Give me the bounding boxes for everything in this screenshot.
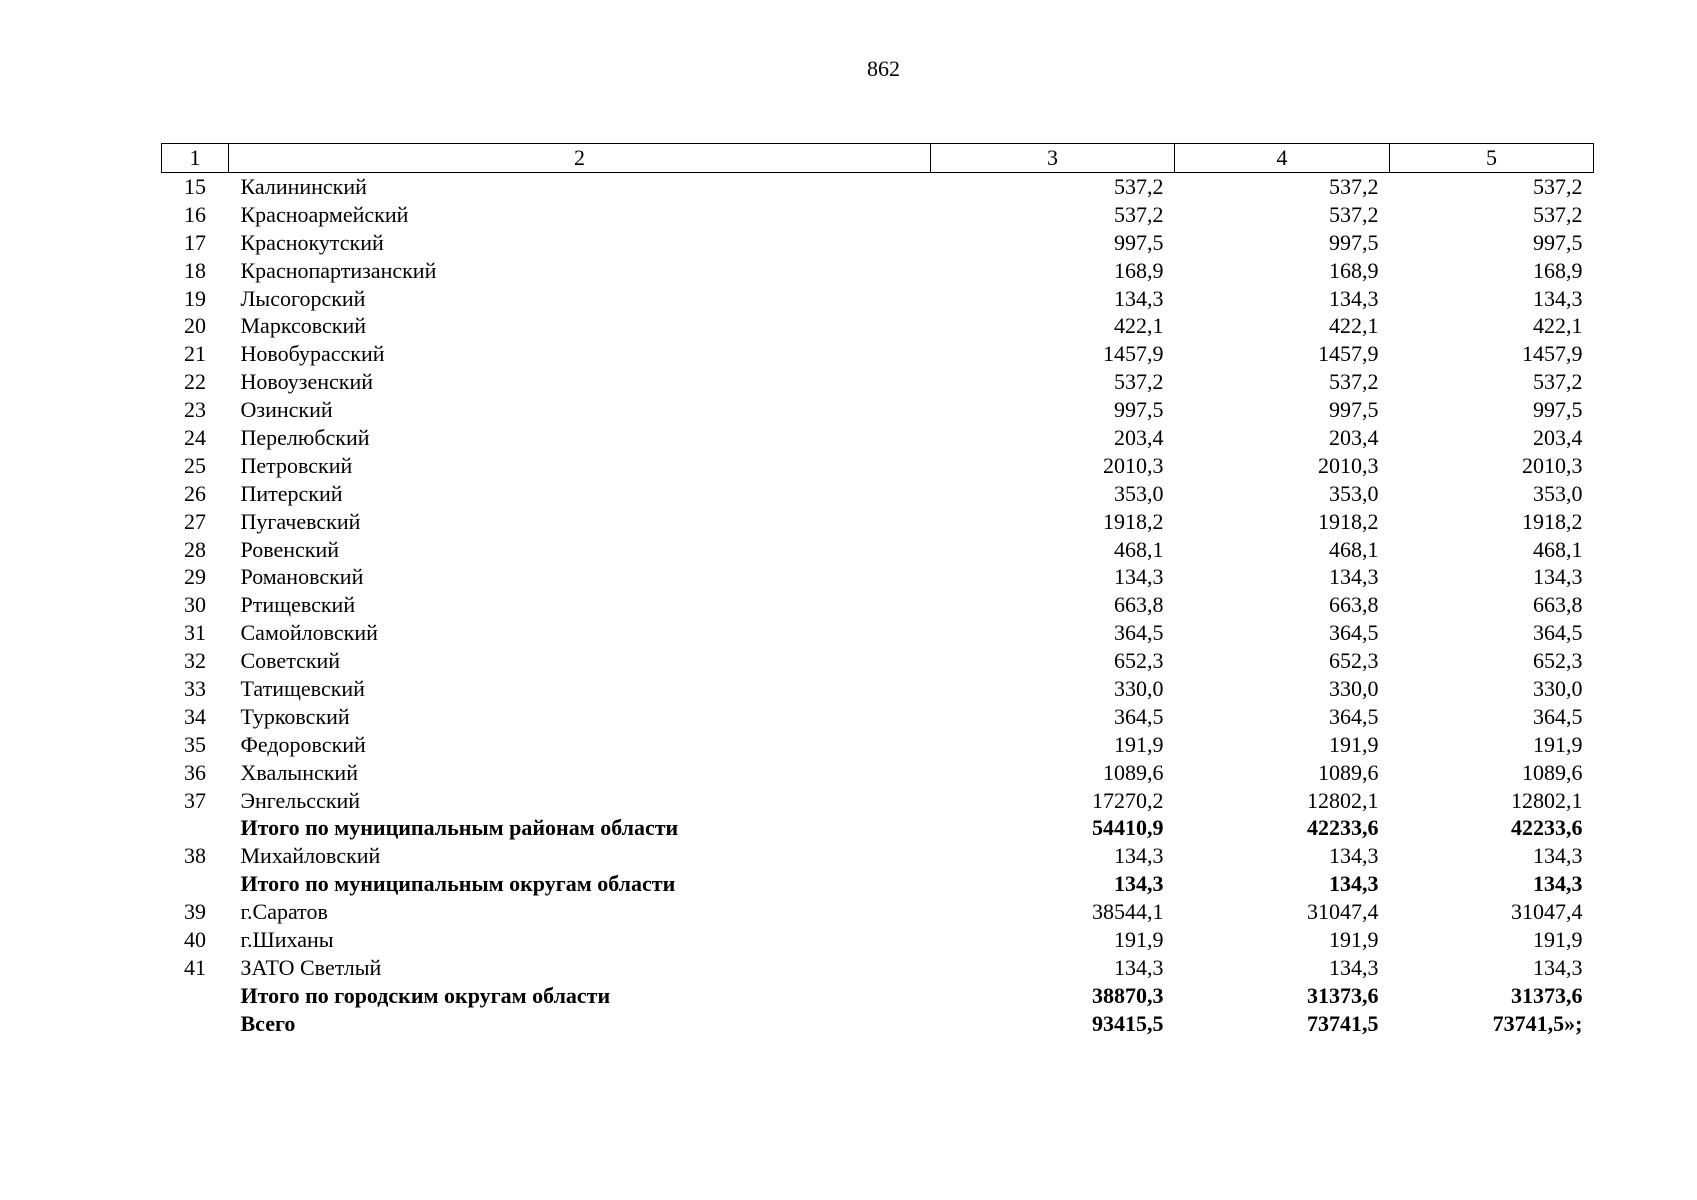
table-row (162, 787, 1594, 815)
row-name: Перелюбский (240, 424, 370, 450)
row-value-col-4: 31373,6 (1307, 982, 1379, 1008)
row-name: Калининский (240, 173, 367, 199)
row-value-col-3: 652,3 (1114, 648, 1164, 674)
header-col-5: 5 (1390, 144, 1594, 173)
row-value-col-3: 1457,9 (1103, 341, 1164, 367)
row-value-col-4: 168,9 (1329, 257, 1379, 283)
row-number: 37 (184, 787, 206, 813)
row-number: 34 (184, 703, 206, 729)
row-number: 40 (184, 926, 206, 952)
row-value-col-5: 422,1 (1533, 313, 1583, 339)
header-row (162, 144, 1594, 173)
row-number: 36 (184, 759, 206, 785)
row-value-col-3: 1089,6 (1103, 759, 1164, 785)
row-value-col-3: 168,9 (1114, 257, 1164, 283)
row-value-col-5: 997,5 (1533, 397, 1583, 423)
row-value-col-3: 537,2 (1114, 369, 1164, 395)
row-value-col-4: 134,3 (1329, 564, 1379, 590)
row-value-col-3: 353,0 (1114, 480, 1164, 506)
row-number: 28 (184, 536, 206, 562)
row-value-col-4: 468,1 (1329, 536, 1379, 562)
row-number: 19 (184, 285, 206, 311)
row-value-col-5: 73741,5»; (1492, 1010, 1583, 1036)
row-value-col-4: 191,9 (1329, 731, 1379, 757)
row-value-col-4: 73741,5 (1307, 1010, 1379, 1036)
row-value-col-5: 134,3 (1533, 564, 1583, 590)
row-name: Всего (240, 1010, 296, 1036)
table-row (162, 285, 1594, 313)
row-name: Татищевский (240, 675, 365, 701)
row-value-col-3: 38544,1 (1092, 899, 1164, 925)
table-row (162, 424, 1594, 452)
row-value-col-5: 2010,3 (1522, 452, 1583, 478)
row-number: 16 (184, 201, 206, 227)
table-row (162, 508, 1594, 536)
table-row (162, 257, 1594, 285)
row-value-col-3: 468,1 (1114, 536, 1164, 562)
row-name: Краснокутский (240, 229, 384, 255)
table-row (162, 563, 1594, 591)
row-value-col-4: 353,0 (1329, 480, 1379, 506)
row-name: Петровский (240, 452, 353, 478)
row-value-col-4: 134,3 (1329, 871, 1379, 897)
row-value-col-4: 537,2 (1329, 369, 1379, 395)
row-number: 18 (184, 257, 206, 283)
table-total-row (162, 870, 1594, 898)
page-number: 862 (867, 56, 900, 81)
row-value-col-3: 203,4 (1114, 424, 1164, 450)
row-number: 29 (184, 564, 206, 590)
table-row (162, 898, 1594, 926)
row-name: Энгельсский (240, 787, 361, 813)
row-value-col-4: 997,5 (1329, 397, 1379, 423)
row-value-col-5: 31373,6 (1511, 982, 1583, 1008)
row-number: 17 (184, 229, 206, 255)
row-value-col-4: 537,2 (1329, 201, 1379, 227)
row-value-col-5: 353,0 (1533, 480, 1583, 506)
row-number: 20 (184, 313, 206, 339)
table-total-row (162, 814, 1594, 842)
table-row (162, 703, 1594, 731)
table-row (162, 731, 1594, 759)
row-number: 31 (184, 620, 206, 646)
row-name: Новобурасский (240, 341, 385, 367)
row-number (162, 814, 229, 842)
row-value-col-3: 134,3 (1114, 285, 1164, 311)
row-value-col-3: 537,2 (1114, 173, 1164, 199)
row-number: 32 (184, 648, 206, 674)
row-value-col-3: 191,9 (1114, 926, 1164, 952)
row-value-col-4: 191,9 (1329, 926, 1379, 952)
row-number: 25 (184, 452, 206, 478)
row-value-col-3: 364,5 (1114, 703, 1164, 729)
row-value-col-3: 997,5 (1114, 229, 1164, 255)
table-row (162, 201, 1594, 229)
row-value-col-4: 1918,2 (1318, 508, 1379, 534)
table-row (162, 480, 1594, 508)
header-col-4: 4 (1175, 144, 1390, 173)
table-row (162, 368, 1594, 396)
row-number (162, 870, 229, 898)
row-name: Красноармейский (240, 201, 409, 227)
row-name: Михайловский (240, 843, 381, 869)
header-col-1: 1 (162, 144, 229, 173)
row-value-col-5: 134,3 (1533, 954, 1583, 980)
row-name: г.Саратов (240, 899, 328, 925)
row-value-col-5: 31047,4 (1511, 899, 1583, 925)
row-value-col-4: 663,8 (1329, 592, 1379, 618)
row-number: 15 (184, 173, 206, 199)
table-row (162, 396, 1594, 424)
row-value-col-5: 42233,6 (1511, 815, 1583, 841)
row-value-col-5: 134,3 (1533, 871, 1583, 897)
row-value-col-3: 330,0 (1114, 675, 1164, 701)
row-value-col-4: 1089,6 (1318, 759, 1379, 785)
row-name: Новоузенский (240, 369, 374, 395)
row-value-col-5: 12802,1 (1511, 787, 1583, 813)
table-row (162, 452, 1594, 480)
row-value-col-5: 997,5 (1533, 229, 1583, 255)
row-value-col-3: 54410,9 (1092, 815, 1164, 841)
row-value-col-4: 364,5 (1329, 703, 1379, 729)
row-value-col-4: 134,3 (1329, 285, 1379, 311)
table-body (162, 173, 1594, 1038)
row-name: Хвалынский (240, 759, 358, 785)
table-total-row (162, 982, 1594, 1010)
table-row (162, 675, 1594, 703)
row-value-col-4: 2010,3 (1318, 452, 1379, 478)
row-value-col-5: 134,3 (1533, 843, 1583, 869)
row-value-col-5: 1918,2 (1522, 508, 1583, 534)
row-value-col-5: 537,2 (1533, 173, 1583, 199)
row-value-col-5: 364,5 (1533, 620, 1583, 646)
row-value-col-5: 168,9 (1533, 257, 1583, 283)
row-value-col-5: 537,2 (1533, 369, 1583, 395)
header-col-3: 3 (931, 144, 1175, 173)
row-name: Ровенский (240, 536, 339, 562)
row-value-col-3: 2010,3 (1103, 452, 1164, 478)
row-value-col-4: 134,3 (1329, 843, 1379, 869)
row-name: Марксовский (240, 313, 366, 339)
header-col-2: 2 (229, 144, 931, 173)
table-row (162, 536, 1594, 564)
row-value-col-5: 652,3 (1533, 648, 1583, 674)
row-name: г.Шиханы (240, 926, 334, 952)
row-value-col-3: 134,3 (1114, 564, 1164, 590)
row-name: Советский (240, 648, 341, 674)
row-value-col-5: 364,5 (1533, 703, 1583, 729)
row-number: 21 (184, 341, 206, 367)
row-name: Питерский (240, 480, 343, 506)
row-value-col-3: 134,3 (1114, 954, 1164, 980)
row-number: 27 (184, 508, 206, 534)
row-value-col-4: 997,5 (1329, 229, 1379, 255)
row-value-col-5: 330,0 (1533, 675, 1583, 701)
row-value-col-4: 42233,6 (1307, 815, 1379, 841)
row-value-col-3: 997,5 (1114, 397, 1164, 423)
row-value-col-5: 537,2 (1533, 201, 1583, 227)
row-name: Ртищевский (240, 592, 356, 618)
row-name: ЗАТО Светлый (240, 954, 382, 980)
row-value-col-5: 663,8 (1533, 592, 1583, 618)
row-value-col-5: 1089,6 (1522, 759, 1583, 785)
row-name: Самойловский (240, 620, 378, 646)
row-number (162, 1010, 229, 1038)
row-value-col-4: 422,1 (1329, 313, 1379, 339)
table-row (162, 340, 1594, 368)
row-name: Итого по муниципальным районам области (240, 815, 679, 841)
row-value-col-3: 134,3 (1114, 843, 1164, 869)
row-name: Федоровский (240, 731, 366, 757)
row-value-col-3: 364,5 (1114, 620, 1164, 646)
row-value-col-3: 422,1 (1114, 313, 1164, 339)
table-row (162, 842, 1594, 870)
row-value-col-5: 191,9 (1533, 731, 1583, 757)
row-value-col-3: 93415,5 (1092, 1010, 1164, 1036)
row-name: Лысогорский (240, 285, 366, 311)
row-value-col-4: 134,3 (1329, 954, 1379, 980)
row-name: Романовский (240, 564, 364, 590)
row-value-col-4: 364,5 (1329, 620, 1379, 646)
row-number: 26 (184, 480, 206, 506)
row-name: Итого по городским округам области (240, 982, 611, 1008)
row-number: 33 (184, 675, 206, 701)
table-row (162, 759, 1594, 787)
table-row (162, 619, 1594, 647)
row-number: 23 (184, 397, 206, 423)
row-number: 35 (184, 731, 206, 757)
row-value-col-4: 1457,9 (1318, 341, 1379, 367)
row-value-col-4: 12802,1 (1307, 787, 1379, 813)
row-name: Краснопартизанский (240, 257, 437, 283)
row-value-col-4: 330,0 (1329, 675, 1379, 701)
row-value-col-3: 17270,2 (1092, 787, 1164, 813)
row-number: 24 (184, 424, 206, 450)
row-number (162, 982, 229, 1010)
row-number: 30 (184, 592, 206, 618)
row-name: Озинский (240, 397, 333, 423)
row-value-col-5: 203,4 (1533, 424, 1583, 450)
row-number: 22 (184, 369, 206, 395)
row-value-col-3: 1918,2 (1103, 508, 1164, 534)
table-row (162, 591, 1594, 619)
row-value-col-3: 134,3 (1114, 871, 1164, 897)
row-value-col-5: 1457,9 (1522, 341, 1583, 367)
row-value-col-5: 468,1 (1533, 536, 1583, 562)
data-table (161, 143, 1594, 1038)
row-number: 41 (184, 954, 206, 980)
table-header (162, 144, 1594, 173)
row-value-col-3: 537,2 (1114, 201, 1164, 227)
row-name: Турковский (240, 703, 350, 729)
row-value-col-5: 191,9 (1533, 926, 1583, 952)
row-name: Итого по муниципальным округам области (240, 871, 676, 897)
row-value-col-4: 537,2 (1329, 173, 1379, 199)
row-number: 38 (184, 843, 206, 869)
row-value-col-3: 663,8 (1114, 592, 1164, 618)
table-row (162, 229, 1594, 257)
row-value-col-4: 31047,4 (1307, 899, 1379, 925)
table-row (162, 173, 1594, 201)
table-row (162, 312, 1594, 340)
table-row (162, 954, 1594, 982)
row-value-col-3: 191,9 (1114, 731, 1164, 757)
table-row (162, 926, 1594, 954)
row-value-col-4: 203,4 (1329, 424, 1379, 450)
row-name: Пугачевский (240, 508, 361, 534)
row-value-col-4: 652,3 (1329, 648, 1379, 674)
table-total-row (162, 1010, 1594, 1038)
row-value-col-5: 134,3 (1533, 285, 1583, 311)
row-number: 39 (184, 899, 206, 925)
table-row (162, 647, 1594, 675)
row-value-col-3: 38870,3 (1092, 982, 1164, 1008)
